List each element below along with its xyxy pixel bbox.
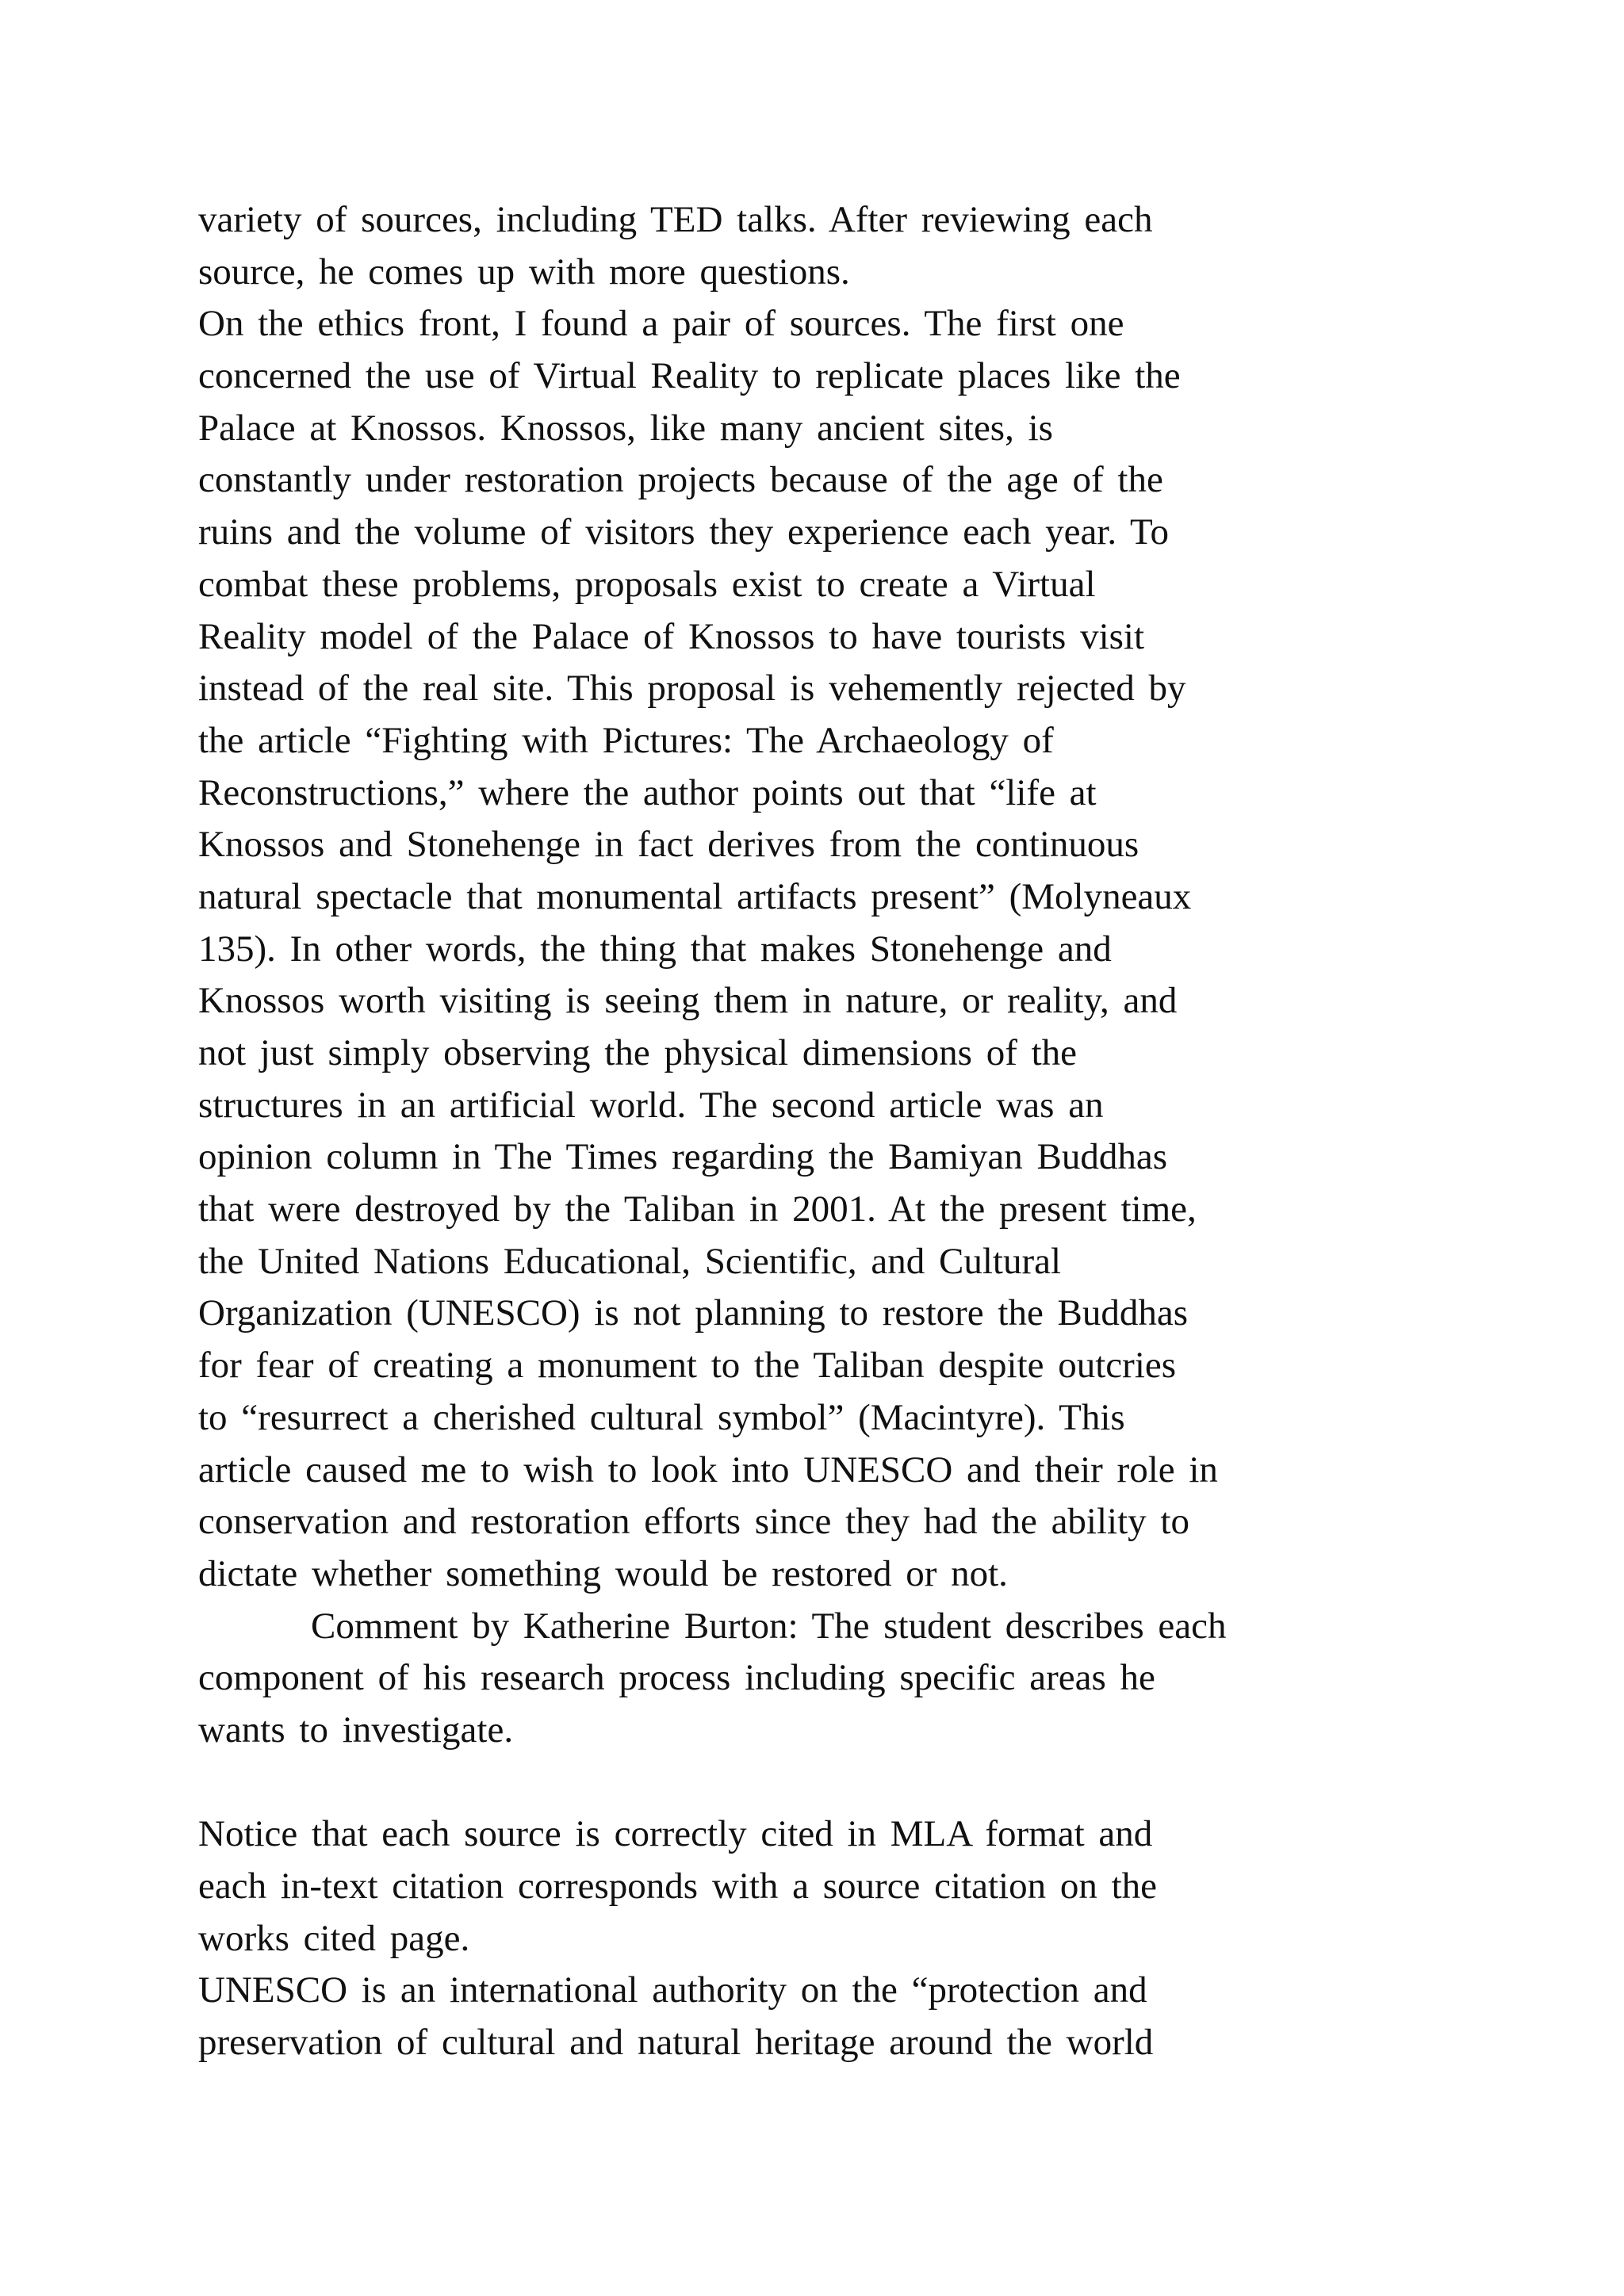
text-line: Organization (UNESCO) is not planning to restore the Buddhas (198, 1292, 1189, 1334)
body-text (198, 194, 1451, 2069)
comment-line: each in-text citation corresponds with a source citation on the (198, 1866, 1158, 1907)
text-line: article caused me to wish to look into UNESCO and their role in (198, 1448, 1218, 1490)
comment-line: Comment by Katherine Burton: The student describes each (198, 1605, 1227, 1647)
text-line: On the ethics front, I found a pair of sources. The first one (198, 303, 1124, 345)
text-line: Reality model of the Palace of Knossos to have tourists visit (198, 615, 1145, 657)
text-line: Knossos worth visiting is seeing them in nature, or reality, and (198, 980, 1178, 1022)
text-line: that were destroyed by the Taliban in 2001. At the present time, (198, 1188, 1197, 1230)
text-line: natural spectacle that monumental artifacts present” (Molyneaux (198, 875, 1192, 917)
text-line: structures in an artificial world. The second article was an (198, 1084, 1104, 1126)
text-line: to “resurrect a cherished cultural symbol” (Macintyre). This (198, 1396, 1125, 1438)
comment-line: Notice that each source is correctly cited in MLA format and (198, 1813, 1153, 1855)
text-line: for fear of creating a monument to the Taliban despite outcries (198, 1345, 1177, 1387)
comment-line: works cited page. (198, 1917, 470, 1959)
blank-line (198, 1757, 1451, 1809)
text-line: source, he comes up with more questions. (198, 251, 850, 293)
text-line: constantly under restoration projects because of the age of the (198, 459, 1163, 501)
text-line: the United Nations Educational, Scientific, and Cultural (198, 1240, 1062, 1282)
text-line: concerned the use of Virtual Reality to replicate places like the (198, 355, 1181, 397)
text-line: instead of the real site. This proposal is vehemently rejected by (198, 668, 1186, 710)
text-line: variety of sources, including TED talks. After reviewing each (198, 199, 1153, 240)
text-line: Palace at Knossos. Knossos, like many ancient sites, is (198, 407, 1053, 449)
text-line: Reconstructions,” where the author points out that “life at (198, 771, 1097, 813)
comment-line: wants to investigate. (198, 1709, 514, 1751)
comment-line: component of his research process including specific areas he (198, 1657, 1155, 1699)
text-line: combat these problems, proposals exist to create a Virtual (198, 563, 1096, 605)
text-line: dictate whether something would be restored or not. (198, 1552, 1008, 1594)
text-line: 135). In other words, the thing that makes Stonehenge and (198, 928, 1112, 970)
text-line: UNESCO is an international authority on the “protection and (198, 1969, 1147, 2011)
text-line: conservation and restoration efforts since they had the ability to (198, 1501, 1189, 1543)
text-line: Knossos and Stonehenge in fact derives from the continuous (198, 824, 1139, 866)
text-line: ruins and the volume of visitors they experience each year. To (198, 511, 1169, 553)
text-line: preservation of cultural and natural heritage around the world (198, 2022, 1154, 2064)
text-line: opinion column in The Times regarding the Bamiyan Buddhas (198, 1136, 1168, 1178)
text-line: the article “Fighting with Pictures: The Archaeology of (198, 719, 1054, 761)
text-line: not just simply observing the physical dimensions of the (198, 1032, 1078, 1073)
